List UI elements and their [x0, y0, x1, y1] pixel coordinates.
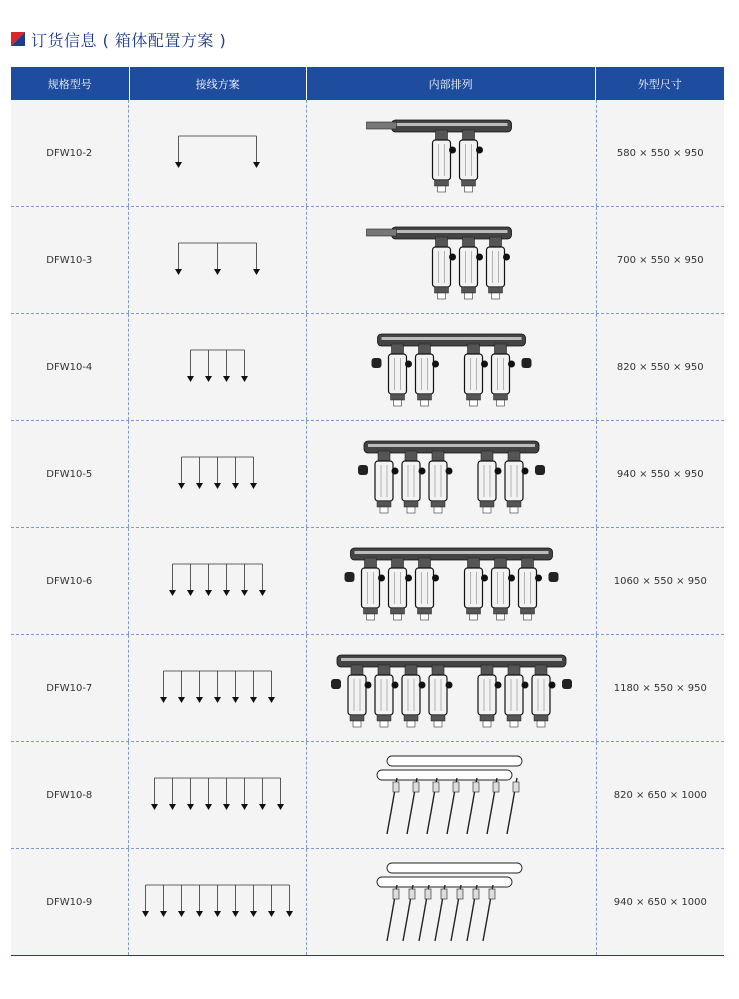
arrow-down-icon — [178, 911, 185, 917]
internal-layout-diagram — [307, 742, 596, 848]
arrow-down-icon — [286, 911, 293, 917]
arrow-down-icon — [196, 483, 203, 489]
arrow-down-icon — [259, 804, 266, 810]
cell-wiring — [129, 635, 307, 741]
arrow-down-icon — [214, 269, 221, 275]
arrow-down-icon — [169, 590, 176, 596]
cell-dims: 940 × 550 × 950 — [616, 468, 704, 480]
arrow-down-icon — [142, 911, 149, 917]
cell-dims: 1060 × 550 × 950 — [613, 575, 707, 587]
arrow-down-icon — [205, 804, 212, 810]
diagonal-split-square-icon — [11, 32, 25, 46]
cell-layout — [307, 314, 597, 420]
wiring-diagram — [129, 314, 306, 420]
cell-wiring — [129, 528, 307, 634]
arrow-down-icon — [241, 376, 248, 382]
arrow-down-icon — [241, 590, 248, 596]
internal-layout-diagram — [307, 314, 596, 420]
arrow-down-icon — [232, 911, 239, 917]
arrow-down-icon — [268, 697, 275, 703]
table-row — [11, 421, 724, 528]
table-row — [11, 635, 724, 742]
cell-dims: 1180 × 550 × 950 — [613, 682, 707, 694]
arrow-down-icon — [250, 483, 257, 489]
header-wiring: 接线方案 — [130, 67, 307, 100]
cell-model: DFW10-5 — [11, 421, 129, 527]
arrow-down-icon — [250, 697, 257, 703]
arrow-down-icon — [268, 911, 275, 917]
wiring-diagram — [129, 528, 306, 634]
section-title-text: 订货信息 ( 箱体配置方案 ) — [31, 30, 227, 50]
cell-wiring — [129, 207, 307, 313]
arrow-down-icon — [187, 804, 194, 810]
arrow-down-icon — [214, 483, 221, 489]
cell-dims: 700 × 550 × 950 — [616, 254, 704, 266]
internal-layout-diagram — [307, 528, 596, 634]
header-model: 规格型号 — [11, 67, 130, 100]
arrow-down-icon — [187, 590, 194, 596]
cell-model: DFW10-4 — [11, 314, 129, 420]
arrow-down-icon — [151, 804, 158, 810]
cell-layout — [307, 742, 597, 848]
cell-model: DFW10-9 — [11, 849, 129, 955]
arrow-down-icon — [223, 376, 230, 382]
arrow-down-icon — [232, 483, 239, 489]
cell-layout — [307, 100, 597, 206]
cell-dims: 940 × 650 × 1000 — [613, 896, 707, 908]
arrow-down-icon — [187, 376, 194, 382]
cell-layout — [307, 528, 597, 634]
table-row — [11, 528, 724, 635]
arrow-down-icon — [196, 911, 203, 917]
arrow-down-icon — [259, 590, 266, 596]
cell-layout — [307, 207, 597, 313]
table-row — [11, 100, 724, 207]
table-row — [11, 207, 724, 314]
cell-layout — [307, 421, 597, 527]
arrow-down-icon — [205, 376, 212, 382]
cell-wiring — [129, 849, 307, 955]
wiring-diagram — [129, 635, 306, 741]
config-table — [11, 67, 724, 956]
section-title — [11, 26, 226, 52]
arrow-down-icon — [214, 697, 221, 703]
arrow-down-icon — [178, 483, 185, 489]
arrow-down-icon — [250, 911, 257, 917]
arrow-down-icon — [160, 697, 167, 703]
cell-model: DFW10-3 — [11, 207, 129, 313]
cell-wiring — [129, 314, 307, 420]
wiring-diagram — [129, 100, 306, 206]
cell-wiring — [129, 100, 307, 206]
cell-wiring — [129, 742, 307, 848]
arrow-down-icon — [253, 162, 260, 168]
table-body — [11, 100, 724, 955]
internal-layout-diagram — [307, 207, 596, 313]
cell-layout — [307, 635, 597, 741]
table-header — [11, 67, 724, 100]
table-row — [11, 849, 724, 955]
arrow-down-icon — [175, 269, 182, 275]
table-row — [11, 742, 724, 849]
arrow-down-icon — [169, 804, 176, 810]
cell-model: DFW10-8 — [11, 742, 129, 848]
cell-model: DFW10-2 — [11, 100, 129, 206]
wiring-diagram — [129, 421, 306, 527]
arrow-down-icon — [223, 590, 230, 596]
arrow-down-icon — [205, 590, 212, 596]
arrow-down-icon — [232, 697, 239, 703]
cell-dims: 820 × 550 × 950 — [616, 361, 704, 373]
arrow-down-icon — [160, 911, 167, 917]
wiring-diagram — [129, 849, 306, 955]
table-row — [11, 314, 724, 421]
internal-layout-diagram — [307, 849, 596, 955]
arrow-down-icon — [253, 269, 260, 275]
arrow-down-icon — [214, 911, 221, 917]
wiring-diagram — [129, 207, 306, 313]
header-dims: 外型尺寸 — [637, 77, 682, 91]
arrow-down-icon — [277, 804, 284, 810]
cell-dims: 820 × 650 × 1000 — [613, 789, 707, 801]
internal-layout-diagram — [307, 635, 596, 741]
internal-layout-diagram — [307, 421, 596, 527]
cell-layout — [307, 849, 597, 955]
arrow-down-icon — [178, 697, 185, 703]
arrow-down-icon — [196, 697, 203, 703]
arrow-down-icon — [223, 804, 230, 810]
arrow-down-icon — [241, 804, 248, 810]
wiring-diagram — [129, 742, 306, 848]
header-layout: 内部排列 — [307, 67, 596, 100]
arrow-down-icon — [175, 162, 182, 168]
cell-wiring — [129, 421, 307, 527]
internal-layout-diagram — [307, 100, 596, 206]
cell-model: DFW10-6 — [11, 528, 129, 634]
cell-model: DFW10-7 — [11, 635, 129, 741]
cell-dims: 580 × 550 × 950 — [616, 147, 704, 159]
